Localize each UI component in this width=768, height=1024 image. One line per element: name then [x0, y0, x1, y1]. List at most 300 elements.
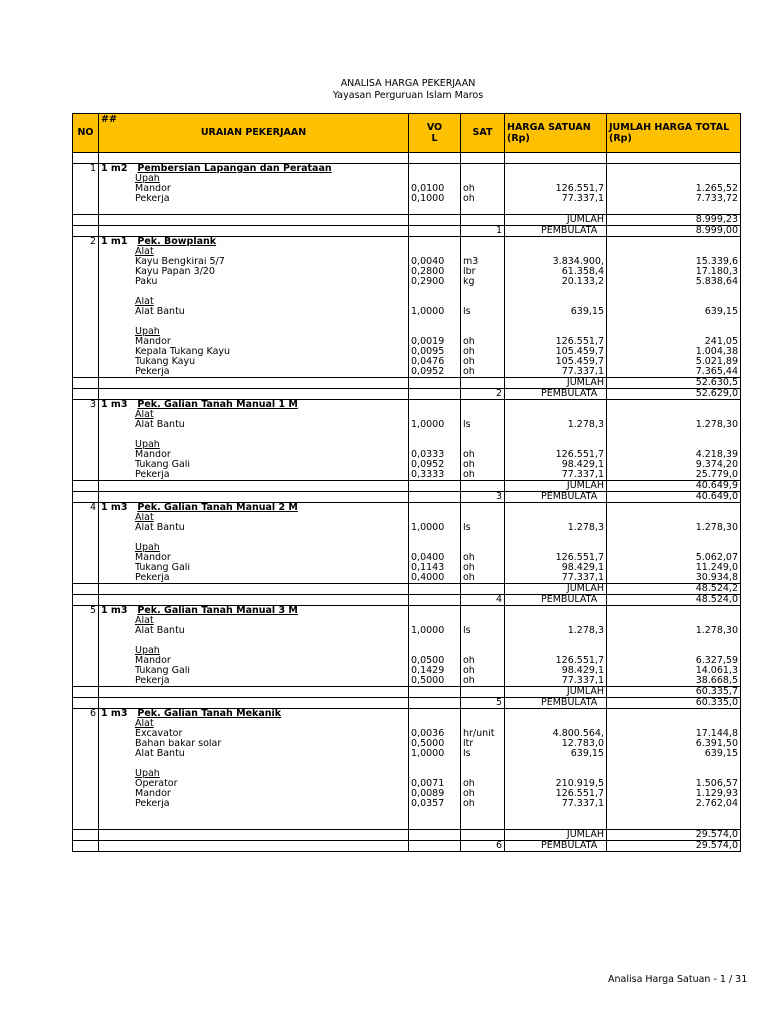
blank-row [73, 636, 741, 646]
unit-price-cell [505, 606, 607, 617]
total-price-cell [607, 327, 741, 337]
no-cell [73, 573, 99, 584]
total-price-cell [607, 606, 741, 617]
unit-cell [461, 215, 505, 226]
section-number: 6 [89, 708, 96, 719]
section-title: Pembersian Lapangan dan Perataan [137, 163, 332, 174]
no-cell [73, 297, 99, 307]
item-description: Mandor [135, 656, 171, 666]
no-cell [73, 367, 99, 378]
unit-cell [461, 841, 505, 852]
header-sat-label: SAT [472, 127, 493, 138]
item-unit-price: 126.551,7 [555, 337, 604, 347]
blank-row [73, 759, 741, 769]
unit-price-cell [505, 460, 607, 470]
description-cell [99, 367, 409, 378]
total-price-cell [607, 347, 741, 357]
unit-cell [461, 543, 505, 553]
description-cell [99, 809, 409, 819]
group-label: Alat [135, 247, 154, 257]
item-total: 1.265,52 [695, 184, 738, 194]
unit-price-cell [505, 481, 607, 492]
section-title: Pek. Galian Tanah Manual 2 M [137, 502, 298, 513]
volume-cell [409, 430, 461, 440]
no-cell [73, 606, 99, 617]
volume-cell [409, 503, 461, 514]
unit-cell [461, 687, 505, 698]
item-unit: oh [463, 184, 475, 194]
item-total: 9.374,20 [695, 460, 738, 470]
item-unit-price: 639,15 [570, 749, 604, 759]
total-price-cell [607, 410, 741, 420]
total-price-cell [607, 226, 741, 237]
item-row [73, 470, 741, 481]
description-cell [99, 317, 409, 327]
pembulatan-label: PEMBULATA [541, 491, 598, 502]
unit-cell [461, 595, 505, 606]
pembulatan-row [73, 492, 741, 503]
pembulatan-value: 48.524,0 [695, 594, 738, 605]
no-cell [73, 430, 99, 440]
unit-price-cell [505, 357, 607, 367]
unit-price-cell [505, 523, 607, 533]
no-cell [73, 481, 99, 492]
item-total: 17.180,3 [695, 267, 738, 277]
volume-cell [409, 174, 461, 184]
total-price-cell [607, 430, 741, 440]
unit-cell [461, 492, 505, 503]
unit-cell [461, 337, 505, 347]
description-cell [99, 709, 409, 720]
volume-cell [409, 666, 461, 676]
volume-cell [409, 164, 461, 175]
volume-cell [409, 378, 461, 389]
description-cell [99, 215, 409, 226]
item-unit-price: 126.551,7 [555, 450, 604, 460]
no-cell [73, 357, 99, 367]
pembulatan-label: PEMBULATA [541, 225, 598, 236]
unit-price-cell [505, 174, 607, 184]
description-cell [99, 636, 409, 646]
jumlah-label: JUMLAH [566, 480, 604, 491]
unit-price-cell [505, 687, 607, 698]
unit-cell [461, 327, 505, 337]
unit-cell [461, 616, 505, 626]
unit-cell [461, 809, 505, 819]
description-cell [99, 410, 409, 420]
no-cell [73, 789, 99, 799]
item-unit: oh [463, 789, 475, 799]
description-cell [99, 337, 409, 347]
description-cell [99, 297, 409, 307]
unit-price-cell [505, 287, 607, 297]
item-row [73, 676, 741, 687]
no-cell [73, 841, 99, 852]
volume-cell [409, 553, 461, 563]
item-total: 25.779,0 [695, 470, 738, 480]
volume-cell [409, 719, 461, 729]
volume-cell [409, 215, 461, 226]
total-price-cell [607, 779, 741, 789]
group-label-row [73, 174, 741, 184]
spacer [127, 237, 137, 248]
description-cell [99, 174, 409, 184]
group-label: Upah [135, 327, 160, 337]
item-description: Paku [135, 277, 158, 287]
volume-cell [409, 513, 461, 523]
jumlah-value: 8.999,23 [695, 214, 738, 225]
volume-cell [409, 698, 461, 709]
volume-cell [409, 204, 461, 215]
group-label-row [73, 410, 741, 420]
volume-cell [409, 450, 461, 460]
unit-cell [461, 237, 505, 248]
no-cell [73, 470, 99, 481]
item-total: 38.668,5 [695, 676, 738, 686]
unit-cell [461, 789, 505, 799]
unit-cell [461, 307, 505, 317]
volume-cell [409, 584, 461, 595]
volume-cell [409, 606, 461, 617]
total-price-cell [607, 470, 741, 481]
jumlah-value: 29.574,0 [695, 829, 738, 840]
volume-cell [409, 729, 461, 739]
unit-cell [461, 347, 505, 357]
total-price-cell [607, 215, 741, 226]
unit-cell [461, 606, 505, 617]
spacer [127, 400, 137, 411]
unit-cell [461, 646, 505, 656]
unit-price-cell [505, 297, 607, 307]
item-volume: 0,2800 [411, 267, 445, 277]
volume-cell [409, 779, 461, 789]
item-description: Tukang Gali [135, 666, 191, 676]
item-unit: oh [463, 460, 475, 470]
item-unit-price: 98.429,1 [561, 666, 604, 676]
no-cell [73, 440, 99, 450]
unit-price-cell [505, 226, 607, 237]
item-description: Operator [135, 779, 178, 789]
item-unit: oh [463, 347, 475, 357]
spacer [127, 606, 137, 617]
item-unit: oh [463, 450, 475, 460]
document-title: ANALISA HARGA PEKERJAAN [340, 78, 476, 89]
item-unit: oh [463, 553, 475, 563]
total-price-cell [607, 204, 741, 215]
volume-cell [409, 830, 461, 841]
unit-price-cell [505, 215, 607, 226]
unit-cell [461, 503, 505, 514]
pembulatan-value: 40.649,0 [695, 491, 738, 502]
unit-cell [461, 819, 505, 830]
group-label: Upah [135, 646, 160, 656]
unit-price-cell [505, 367, 607, 378]
description-cell [99, 676, 409, 687]
item-total: 5.062,07 [695, 553, 738, 563]
volume-cell [409, 226, 461, 237]
volume-cell [409, 709, 461, 720]
no-cell [73, 709, 99, 720]
item-volume: 0,4000 [411, 573, 445, 583]
item-unit: oh [463, 367, 475, 377]
unit-cell [461, 460, 505, 470]
item-volume: 0,0400 [411, 553, 445, 563]
pembulatan-label: PEMBULATA [541, 388, 598, 399]
group-label: Upah [135, 769, 160, 779]
group-label-row [73, 719, 741, 729]
unit-price-cell [505, 389, 607, 400]
total-price-cell [607, 523, 741, 533]
unit-cell [461, 297, 505, 307]
volume-cell [409, 257, 461, 267]
no-cell [73, 729, 99, 739]
item-unit: ltr [463, 739, 474, 749]
description-cell [99, 533, 409, 543]
item-description: Kayu Papan 3/20 [135, 267, 215, 277]
item-row [73, 523, 741, 533]
total-price-cell [607, 460, 741, 470]
description-cell [99, 563, 409, 573]
total-price-cell [607, 573, 741, 584]
unit-price-cell [505, 759, 607, 769]
total-price-cell [607, 749, 741, 759]
item-volume: 0,1143 [411, 563, 445, 573]
item-unit: oh [463, 194, 475, 204]
total-price-cell [607, 841, 741, 852]
total-price-cell [607, 307, 741, 317]
volume-cell [409, 759, 461, 769]
item-unit-price: 61.358,4 [561, 267, 604, 277]
item-unit: hr/unit [463, 729, 495, 739]
description-cell [99, 277, 409, 287]
jumlah-row [73, 378, 741, 389]
analysis-table-body [73, 164, 741, 852]
volume-cell [409, 400, 461, 411]
total-price-cell [607, 400, 741, 411]
section-title-row [73, 400, 741, 411]
unit-price-cell [505, 317, 607, 327]
header-gap-row [73, 153, 741, 164]
item-unit: oh [463, 470, 475, 480]
unit-cell [461, 666, 505, 676]
unit-cell [461, 739, 505, 749]
description-cell [99, 357, 409, 367]
item-unit: oh [463, 666, 475, 676]
description-cell [99, 584, 409, 595]
unit-cell [461, 584, 505, 595]
section-unit: 1 m3 [101, 399, 128, 410]
volume-cell [409, 287, 461, 297]
unit-cell [461, 523, 505, 533]
group-label-row [73, 297, 741, 307]
section-title: Pek. Galian Tanah Manual 1 M [137, 399, 298, 410]
section-title-row [73, 237, 741, 248]
header-vol-line2: L [431, 133, 438, 144]
volume-cell [409, 616, 461, 626]
jumlah-label: JUMLAH [566, 829, 604, 840]
unit-price-cell [505, 204, 607, 215]
unit-cell [461, 481, 505, 492]
unit-cell [461, 573, 505, 584]
description-cell [99, 450, 409, 460]
no-cell [73, 174, 99, 184]
volume-cell [409, 237, 461, 248]
no-cell [73, 337, 99, 347]
total-price-cell [607, 687, 741, 698]
spacer [127, 164, 137, 175]
section-title: Pek. Galian Tanah Manual 3 M [137, 605, 298, 616]
item-description: Kepala Tukang Kayu [135, 347, 231, 357]
volume-cell [409, 267, 461, 277]
unit-cell [461, 367, 505, 378]
volume-cell [409, 687, 461, 698]
total-price-cell [607, 729, 741, 739]
description-cell [99, 573, 409, 584]
item-unit: oh [463, 337, 475, 347]
item-volume: 0,0952 [411, 460, 445, 470]
item-total: 241,05 [704, 337, 738, 347]
unit-price-cell [505, 164, 607, 175]
item-row [73, 656, 741, 666]
pembulatan-number: 2 [495, 388, 502, 399]
header-jumlah [607, 114, 741, 153]
item-row [73, 563, 741, 573]
unit-price-cell [505, 543, 607, 553]
unit-price-cell [505, 749, 607, 759]
jumlah-value: 60.335,7 [695, 686, 738, 697]
unit-cell [461, 729, 505, 739]
description-cell [99, 184, 409, 194]
item-total: 15.339,6 [695, 257, 738, 267]
blank-row [73, 819, 741, 830]
item-total: 11.249,0 [695, 563, 738, 573]
no-cell [73, 616, 99, 626]
description-cell [99, 237, 409, 248]
item-row [73, 666, 741, 676]
item-total: 2.762,04 [695, 799, 738, 809]
volume-cell [409, 492, 461, 503]
volume-cell [409, 317, 461, 327]
item-unit-price: 105.459,7 [555, 347, 604, 357]
item-unit: ls [463, 626, 471, 636]
total-price-cell [607, 698, 741, 709]
no-cell [73, 460, 99, 470]
total-price-cell [607, 367, 741, 378]
no-cell [73, 503, 99, 514]
item-total: 7.733,72 [695, 194, 738, 204]
unit-cell [461, 287, 505, 297]
item-total: 1.004,38 [695, 347, 738, 357]
item-volume: 0,0095 [411, 347, 445, 357]
item-total: 1.506,57 [695, 779, 738, 789]
header-harga-line1: HARGA SATUAN [507, 122, 591, 133]
item-unit-price: 1.278,3 [567, 420, 604, 430]
total-price-cell [607, 503, 741, 514]
header-uraian [99, 114, 409, 153]
volume-cell [409, 440, 461, 450]
total-price-cell [607, 378, 741, 389]
unit-cell [461, 317, 505, 327]
unit-cell [461, 563, 505, 573]
item-description: Alat Bantu [135, 523, 185, 533]
no-cell [73, 389, 99, 400]
description-cell [99, 749, 409, 759]
pembulatan-row [73, 698, 741, 709]
no-cell [73, 584, 99, 595]
unit-price-cell [505, 440, 607, 450]
section-title-row [73, 606, 741, 617]
unit-price-cell [505, 779, 607, 789]
unit-price-cell [505, 616, 607, 626]
volume-cell [409, 327, 461, 337]
no-cell [73, 626, 99, 636]
description-cell [99, 646, 409, 656]
item-row [73, 357, 741, 367]
item-volume: 0,1429 [411, 666, 445, 676]
description-cell [99, 656, 409, 666]
item-description: Alat Bantu [135, 749, 185, 759]
header-uraian-label: URAIAN PEKERJAAN [200, 127, 307, 138]
pembulatan-value: 52.629,0 [695, 388, 738, 399]
description-cell [99, 779, 409, 789]
item-volume: 0,0476 [411, 357, 445, 367]
item-description: Tukang Kayu [135, 357, 196, 367]
total-price-cell [607, 830, 741, 841]
unit-price-cell [505, 420, 607, 430]
description-cell [99, 819, 409, 830]
unit-cell [461, 430, 505, 440]
item-total: 6.391,50 [695, 739, 738, 749]
unit-cell [461, 779, 505, 789]
description-cell [99, 247, 409, 257]
item-total: 639,15 [704, 307, 738, 317]
item-description: Mandor [135, 184, 171, 194]
no-cell [73, 563, 99, 573]
no-cell [73, 636, 99, 646]
unit-cell [461, 389, 505, 400]
description-cell [99, 698, 409, 709]
item-volume: 0,0357 [411, 799, 445, 809]
total-price-cell [607, 676, 741, 687]
jumlah-row [73, 481, 741, 492]
item-volume: 0,5000 [411, 676, 445, 686]
description-cell [99, 164, 409, 175]
total-price-cell [607, 389, 741, 400]
unit-price-cell [505, 194, 607, 204]
total-price-cell [607, 297, 741, 307]
description-cell [99, 666, 409, 676]
item-total: 17.144,8 [695, 729, 738, 739]
total-price-cell [607, 543, 741, 553]
jumlah-label: JUMLAH [566, 377, 604, 388]
unit-price-cell [505, 337, 607, 347]
item-unit-price: 77.337,1 [561, 470, 604, 480]
no-cell [73, 184, 99, 194]
section-unit: 1 m1 [101, 236, 128, 247]
volume-cell [409, 533, 461, 543]
description-cell [99, 267, 409, 277]
group-label: Alat [135, 410, 154, 420]
item-volume: 0,0089 [411, 789, 445, 799]
volume-cell [409, 194, 461, 204]
unit-price-cell [505, 646, 607, 656]
pembulatan-number: 1 [495, 225, 502, 236]
unit-price-cell [505, 739, 607, 749]
total-price-cell [607, 759, 741, 769]
group-label: Alat [135, 513, 154, 523]
item-description: Pekerja [135, 799, 170, 809]
no-cell [73, 257, 99, 267]
